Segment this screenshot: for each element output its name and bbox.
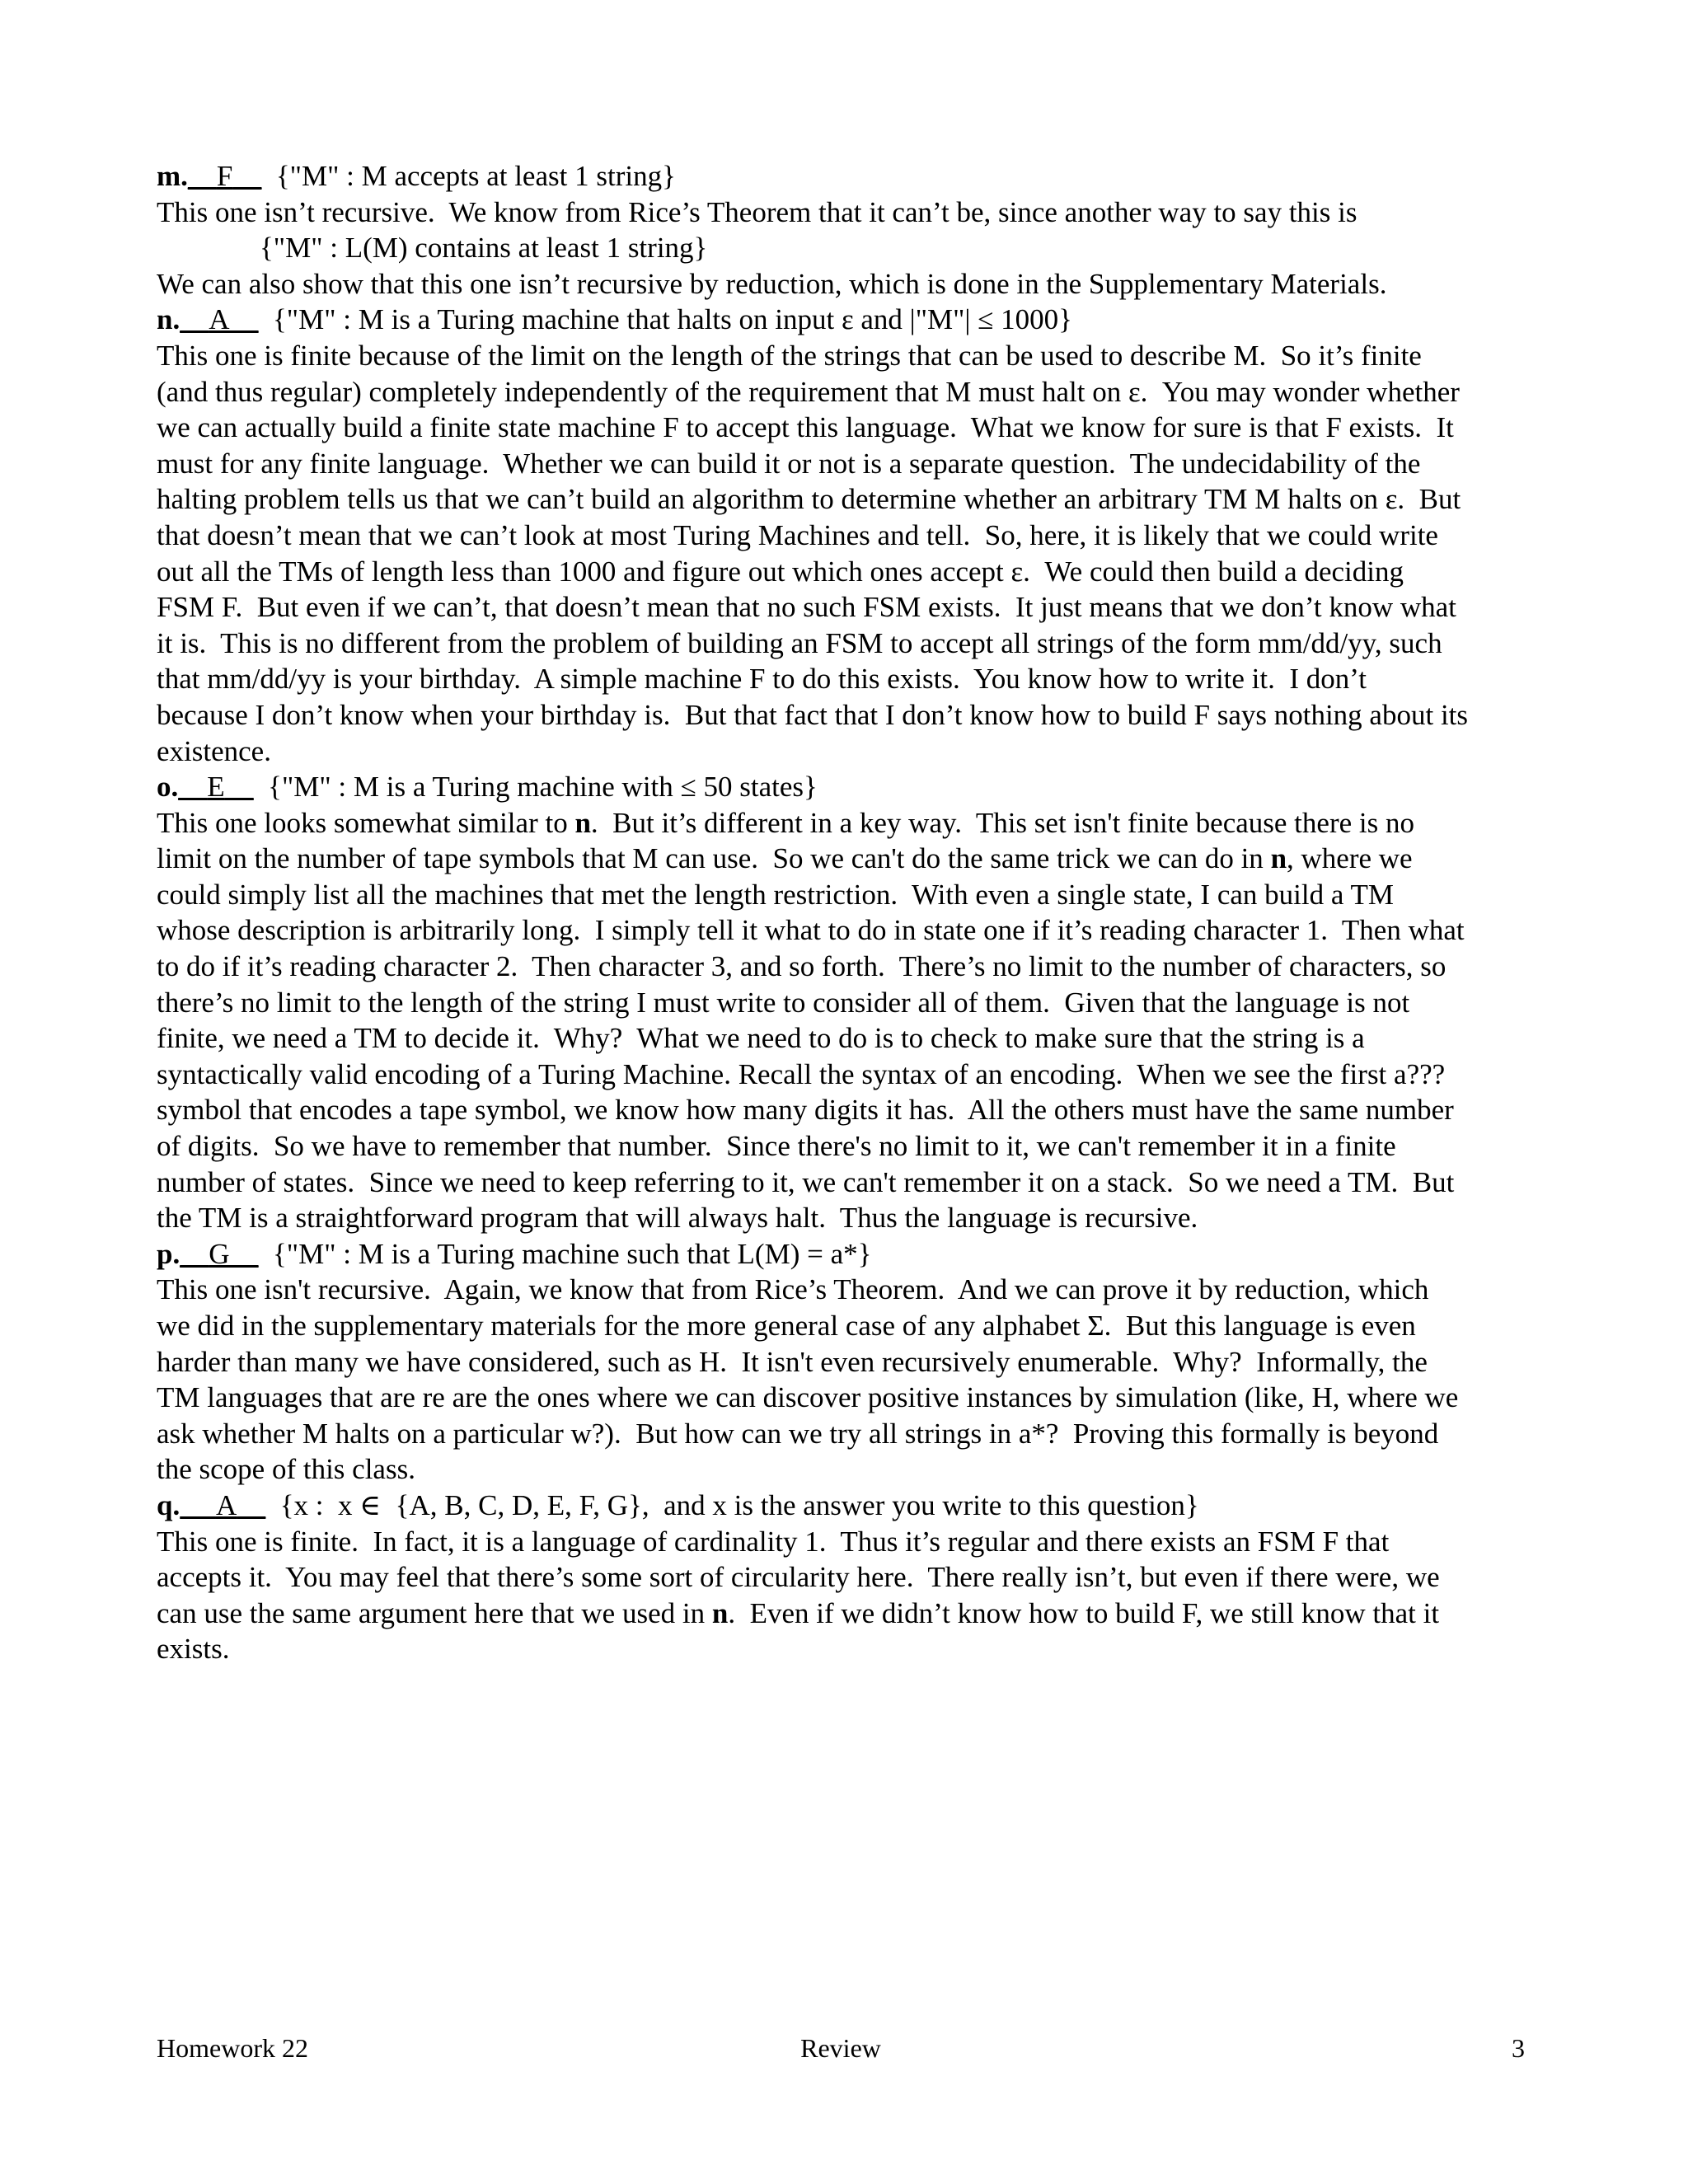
set-definition: {x : x ∈ {A, B, C, D, E, F, G}, and x is the answer you write to this question} [279, 1488, 1199, 1521]
answer-letter: G [209, 1237, 230, 1270]
paragraph-line: number of states. Since we need to keep referring to it, we can't remember it on a stack. So we need a TM. But [157, 1165, 1455, 1198]
paragraph-line [157, 1596, 1541, 1632]
answer-blank [180, 1238, 258, 1270]
set-definition: {"M" : M accepts at least 1 string} [275, 160, 676, 192]
answer-letter: F [216, 160, 233, 192]
text-run: can use the same argument here that we used in [157, 1596, 712, 1629]
paragraph-line: This one is finite. In fact, it is a language of cardinality 1. Thus it’s regular and there exists an FSM F that [157, 1525, 1390, 1558]
item-label: o. [157, 771, 179, 804]
blank-post: __ [237, 1488, 266, 1521]
paragraph-line: finite, we need a TM to decide it. Why? What we need to do is to check to make sure that the string is a [157, 1022, 1365, 1055]
paragraph-line: FSM F. But even if we can’t, that doesn’t mean that no such FSM exists. It just means that we don’t know what [157, 591, 1456, 624]
paragraph-line: TM languages that are re are the ones where we can discover positive instances by simulation (like, H, where we [157, 1381, 1459, 1414]
paragraph-line: We can also show that this one isn’t recursive by reduction, which is done in the Supplementary Materials. [157, 267, 1387, 300]
footer-course: Homework 22 [157, 2033, 308, 2063]
answer-blank [188, 160, 261, 192]
paragraph-line: ask whether M halts on a particular w?). But how can we try all strings in a*? Proving this formally is beyond [157, 1417, 1439, 1450]
text-run: . Even if we didn’t know how to build F, we still know that it [728, 1596, 1440, 1629]
item-p-heading [157, 1236, 1541, 1272]
paragraph-line: This one isn't recursive. Again, we know that from Rice’s Theorem. And we can prove it by reduction, which [157, 1273, 1429, 1306]
blank-post: __ [229, 303, 259, 336]
paragraph-line: could simply list all the machines that met the length restriction. With even a single state, I can build a TM [157, 878, 1394, 911]
paragraph-line: (and thus regular) completely independently of the requirement that M must halt on ε. You may wonder whether [157, 375, 1460, 408]
text-run: This one looks somewhat similar to [157, 806, 575, 839]
item-n-heading [157, 302, 1541, 338]
paragraph-line [157, 805, 1541, 841]
set-definition: {"M" : M is a Turing machine such that L(M) = a*} [273, 1237, 872, 1270]
text-run: . But it’s different in a key way. This set isn't finite because there is no [590, 806, 1414, 839]
item-o-heading [157, 769, 1541, 805]
paragraph-line: there’s no limit to the length of the string I must write to consider all of them. Given that the language is not [157, 986, 1410, 1019]
item-label: q. [157, 1488, 181, 1521]
paragraph-line: because I don’t know when your birthday is. But that fact that I don’t know how to build F says nothing about its [157, 698, 1469, 731]
footer-section: Review [800, 2033, 881, 2063]
blank-pre: __ [180, 1488, 216, 1521]
bold-reference: n [711, 1596, 729, 1629]
blank-post: __ [232, 160, 262, 192]
item-label: n. [157, 303, 181, 336]
document-body [157, 158, 1541, 1667]
text-run: , where we [1287, 842, 1413, 875]
paragraph-line: This one isn’t recursive. We know from Rice’s Theorem that it can’t be, since another way to say this is [157, 195, 1357, 228]
answer-blank [180, 303, 258, 335]
paragraph-line: to do if it’s reading character 2. Then character 3, and so forth. There’s no limit to the number of characters, so [157, 950, 1447, 983]
page-number: 3 [1512, 2033, 1525, 2063]
answer-letter: E [207, 771, 225, 804]
blank-post: __ [224, 771, 254, 804]
text-run: limit on the number of tape symbols that M can use. So we can't do the same trick we can do in [157, 842, 1271, 875]
blank-pre: __ [187, 160, 217, 192]
paragraph-line: This one is finite because of the limit on the length of the strings that can be used to describe M. So it’s finite [157, 339, 1422, 372]
paragraph-line [157, 841, 1541, 877]
paragraph-line: the scope of this class. [157, 1453, 415, 1486]
paragraph-line: existence. [157, 734, 271, 767]
blank-post: __ [229, 1237, 259, 1270]
answer-blank [180, 1489, 265, 1521]
set-definition: {"M" : M is a Turing machine that halts on input ε and |"M"| ≤ 1000} [273, 303, 1072, 336]
paragraph-line: we did in the supplementary materials for the more general case of any alphabet Σ. But this language is even [157, 1310, 1416, 1342]
item-q-heading [157, 1488, 1541, 1524]
paragraph-line: harder than many we have considered, such as H. It isn't even recursively enumerable. Why? Informally, the [157, 1345, 1428, 1378]
blank-pre: __ [180, 303, 209, 336]
paragraph-line: accepts it. You may feel that there’s some sort of circularity here. There really isn’t, but even if there were, we [157, 1561, 1440, 1594]
item-m-heading [157, 158, 1541, 194]
paragraph-line: out all the TMs of length less than 1000 and figure out which ones accept ε. We could then build a deciding [157, 555, 1404, 588]
paragraph-line: symbol that encodes a tape symbol, we know how many digits it has. All the others must have the same number [157, 1094, 1454, 1127]
paragraph-line: whose description is arbitrarily long. I simply tell it what to do in state one if it’s reading character 1. Then what [157, 914, 1465, 947]
item-label: m. [157, 160, 188, 192]
bold-reference: n [1270, 842, 1287, 875]
set-definition: {"M" : M is a Turing machine with ≤ 50 states} [268, 771, 818, 804]
answer-blank [178, 771, 253, 803]
paragraph-line: we can actually build a finite state machine F to accept this language. What we know for sure is that F exists. It [157, 411, 1454, 444]
bold-reference: n [574, 806, 591, 839]
item-label: p. [157, 1237, 181, 1270]
paragraph-line: must for any finite language. Whether we can build it or not is a separate question. The undecidability of the [157, 447, 1421, 480]
paragraph-line: it is. This is no different from the problem of building an FSM to accept all strings of the form mm/dd/yy, such [157, 626, 1442, 659]
paragraph-line: halting problem tells us that we can’t build an algorithm to determine whether an arbitrary TM M halts on ε. But [157, 483, 1461, 516]
paragraph-line: the TM is a straightforward program that will always halt. Thus the language is recursive. [157, 1202, 1198, 1235]
indented-set: {"M" : L(M) contains at least 1 string} [260, 232, 708, 265]
paragraph-line: of digits. So we have to remember that number. Since there's no limit to it, we can't remember it in a finite [157, 1130, 1396, 1163]
blank-pre: __ [178, 771, 208, 804]
paragraph-line: that mm/dd/yy is your birthday. A simple machine F to do this exists. You know how to write it. I don’t [157, 663, 1367, 696]
paragraph-line: exists. [157, 1633, 230, 1666]
paragraph-line: that doesn’t mean that we can’t look at most Turing Machines and tell. So, here, it is likely that we could write [157, 518, 1438, 551]
answer-letter: A [209, 303, 230, 336]
answer-letter: A [215, 1488, 237, 1521]
paragraph-line: syntactically valid encoding of a Turing Machine. Recall the syntax of an encoding. When we see the first a??? [157, 1057, 1446, 1090]
blank-pre: __ [180, 1237, 209, 1270]
